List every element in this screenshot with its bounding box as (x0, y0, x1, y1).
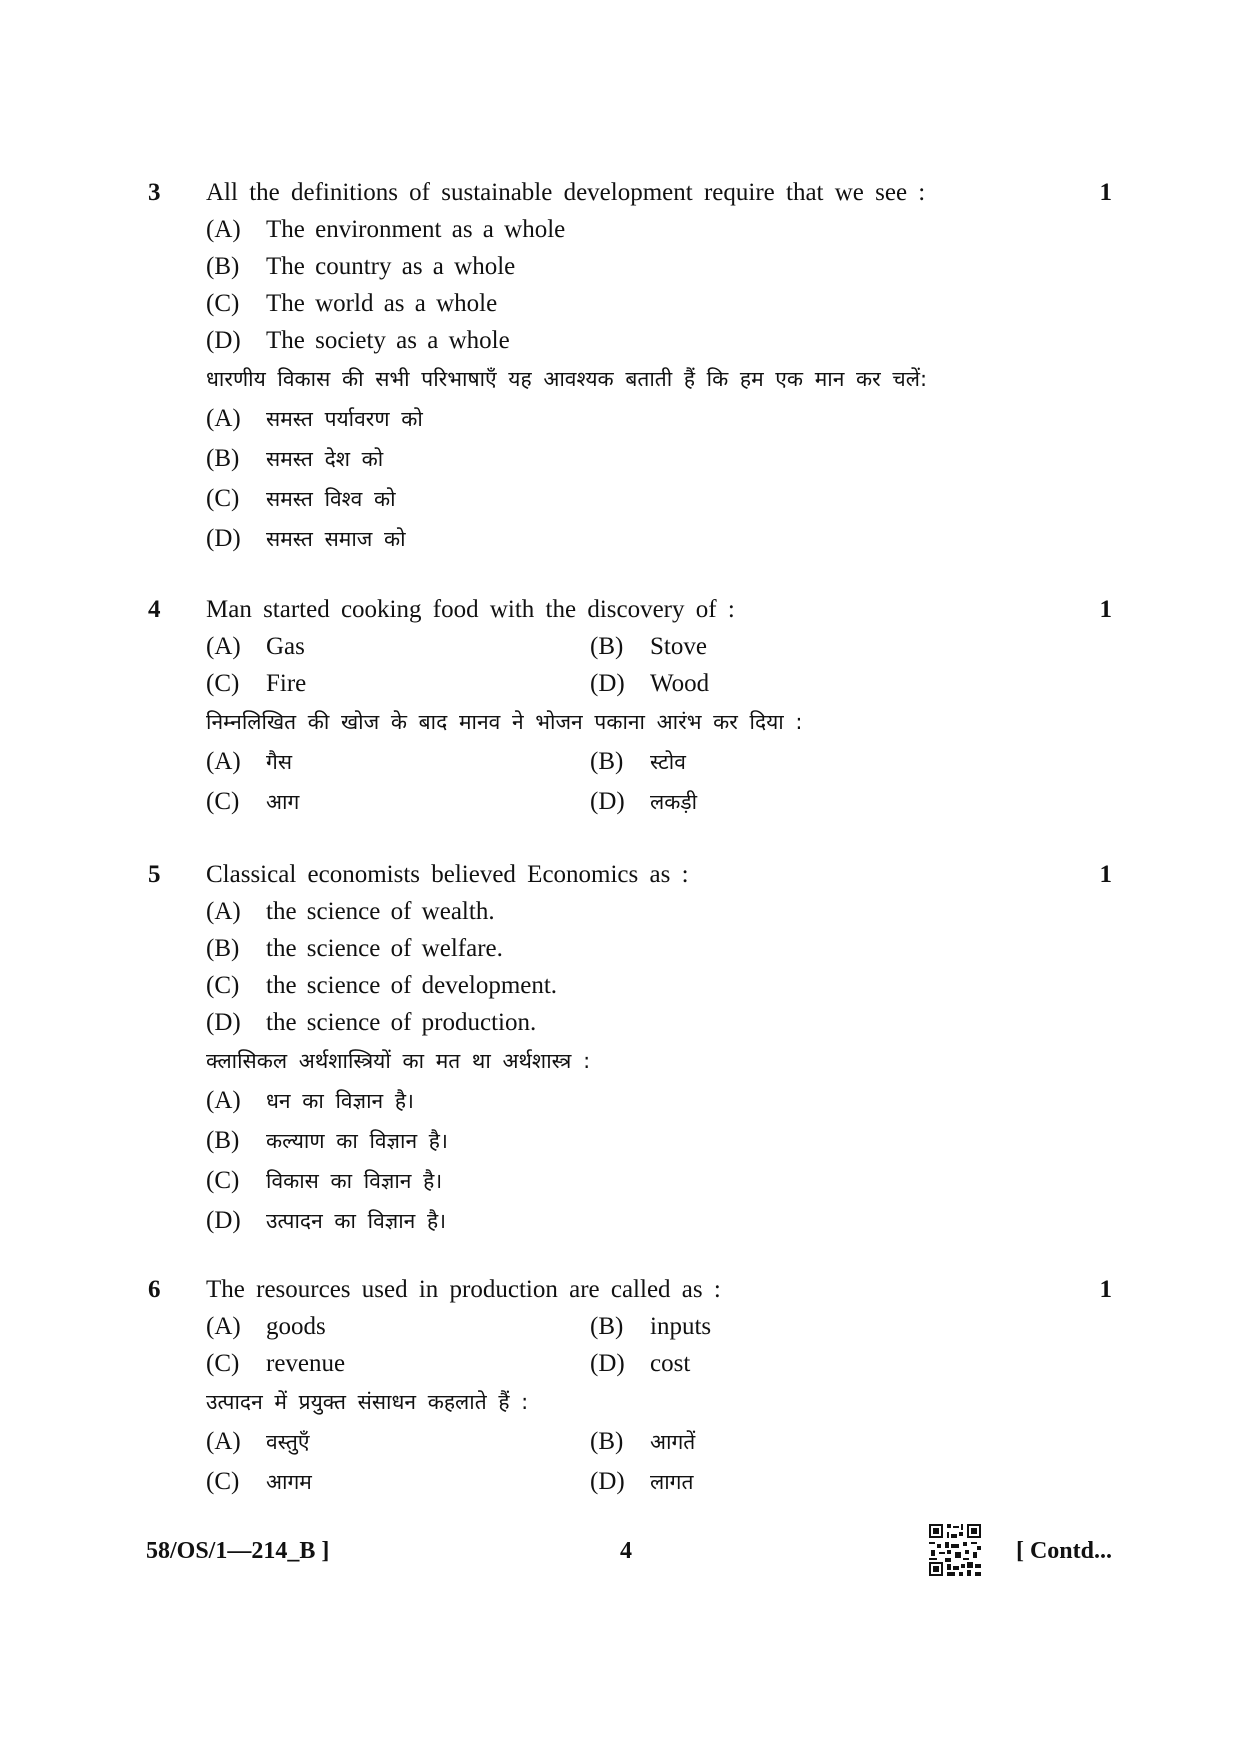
option-label: (D) (206, 1009, 241, 1036)
option-a (206, 893, 1120, 930)
question-text: The resources used in production are called as : (206, 1276, 721, 1303)
option-text: cost (650, 1350, 691, 1377)
options-hindi (206, 399, 1120, 559)
option-label: (C) (206, 1468, 240, 1495)
option-text: आगम (266, 1470, 312, 1494)
option-label: (B) (206, 445, 240, 472)
question-number: 4 (148, 596, 161, 623)
option-text: the science of production. (266, 1009, 537, 1036)
option-a (206, 1308, 590, 1345)
hindi-option-b (206, 439, 1120, 479)
options-english (206, 211, 1120, 359)
option-text: स्टोव (650, 750, 686, 774)
option-label: (B) (590, 1428, 624, 1455)
question-header (140, 174, 1120, 211)
option-label: (A) (206, 216, 241, 243)
option-label: (D) (590, 788, 625, 815)
option-text: The country as a whole (266, 253, 516, 280)
hindi-option-b (590, 742, 990, 782)
option-d (206, 1004, 1120, 1041)
question-header (140, 1271, 1120, 1308)
question-header (140, 591, 1120, 628)
option-label: (C) (206, 670, 240, 697)
option-text: Gas (266, 633, 305, 660)
option-a (206, 628, 590, 665)
option-text: The environment as a whole (266, 216, 566, 243)
option-text: वस्तुएँ (266, 1430, 310, 1454)
option-label: (C) (206, 788, 240, 815)
hindi-option-d (590, 782, 990, 822)
option-label: (B) (590, 748, 624, 775)
option-text: विकास का विज्ञान है। (266, 1169, 443, 1193)
option-b (590, 628, 990, 665)
hindi-option-d (590, 1462, 990, 1502)
hindi-option-c (206, 479, 1120, 519)
hindi-option-b (590, 1422, 990, 1462)
question-text-hindi: क्लासिकल अर्थशास्त्रियों का मत था अर्थशास्त्र : (206, 1049, 591, 1073)
option-text: the science of development. (266, 972, 558, 999)
option-label: (A) (206, 1087, 241, 1114)
options-hindi (206, 1081, 1120, 1241)
option-a (206, 211, 1120, 248)
option-text: समस्त पर्यावरण को (266, 407, 423, 431)
option-label: (A) (206, 633, 241, 660)
question-marks: 1 (1099, 596, 1112, 623)
option-label: (B) (590, 633, 624, 660)
option-c (206, 285, 1120, 322)
option-label: (C) (206, 290, 240, 317)
question-text-hindi: उत्पादन में प्रयुक्त संसाधन कहलाते हैं : (206, 1390, 529, 1414)
option-label: (C) (206, 1167, 240, 1194)
options-english (206, 628, 1120, 702)
option-text: आग (266, 790, 300, 814)
option-label: (B) (206, 1127, 240, 1154)
qr-code-icon (927, 1522, 983, 1578)
option-label: (A) (206, 405, 241, 432)
hindi-option-d (206, 1201, 1120, 1241)
options-english (206, 893, 1120, 1041)
hindi-option-a (206, 399, 1120, 439)
option-text: Stove (650, 633, 707, 660)
question-text-hindi: धारणीय विकास की सभी परिभाषाएँ यह आवश्यक बताती हैं कि हम एक मान कर चलें: (206, 367, 928, 391)
option-label: (A) (206, 1428, 241, 1455)
option-b (206, 248, 1120, 285)
option-label: (B) (206, 935, 240, 962)
option-c (206, 1345, 590, 1382)
question-marks: 1 (1099, 861, 1112, 888)
option-d (590, 1345, 990, 1382)
option-text: revenue (266, 1350, 346, 1377)
option-label: (D) (206, 1207, 241, 1234)
option-text: लागत (650, 1470, 694, 1494)
option-text: उत्पादन का विज्ञान है। (266, 1209, 447, 1233)
paper-code: 58/OS/1—214_B ] (146, 1538, 330, 1564)
option-text: समस्त देश को (266, 447, 384, 471)
option-d (206, 322, 1120, 359)
option-text: Fire (266, 670, 307, 697)
option-text: The society as a whole (266, 327, 510, 354)
question-6 (140, 1271, 1120, 1502)
option-label: (D) (590, 670, 625, 697)
option-label: (B) (590, 1313, 624, 1340)
question-number: 3 (148, 179, 161, 206)
option-text: समस्त समाज को (266, 527, 406, 551)
option-b (590, 1308, 990, 1345)
option-label: (D) (590, 1468, 625, 1495)
option-label: (D) (206, 327, 241, 354)
option-c (206, 967, 1120, 1004)
question-text: Classical economists believed Economics as : (206, 861, 689, 888)
hindi-option-a (206, 742, 590, 782)
option-text: goods (266, 1313, 326, 1340)
page-footer (140, 1534, 1120, 1574)
option-text: आगतें (650, 1430, 696, 1454)
option-text: the science of wealth. (266, 898, 495, 925)
question-text: Man started cooking food with the discovery of : (206, 596, 735, 623)
options-hindi (206, 1422, 1120, 1502)
option-text: Wood (650, 670, 710, 697)
option-text: inputs (650, 1313, 712, 1340)
question-number: 5 (148, 861, 161, 888)
hindi-option-c (206, 1462, 590, 1502)
question-header (140, 856, 1120, 893)
hindi-option-a (206, 1422, 590, 1462)
options-hindi (206, 742, 1120, 822)
hindi-option-a (206, 1081, 1120, 1121)
question-number: 6 (148, 1276, 161, 1303)
hindi-option-c (206, 782, 590, 822)
option-label: (A) (206, 1313, 241, 1340)
option-text: लकड़ी (650, 790, 698, 814)
option-label: (C) (206, 972, 240, 999)
question-text-hindi: निम्नलिखित की खोज के बाद मानव ने भोजन पकाना आरंभ कर दिया : (206, 710, 803, 734)
option-text: कल्याण का विज्ञान है। (266, 1129, 448, 1153)
hindi-option-c (206, 1161, 1120, 1201)
options-english (206, 1308, 1120, 1382)
page-number: 4 (620, 1538, 632, 1564)
option-label: (C) (206, 485, 240, 512)
option-label: (B) (206, 253, 240, 280)
question-4 (140, 591, 1120, 822)
option-text: धन का विज्ञान है। (266, 1089, 414, 1113)
hindi-option-d (206, 519, 1120, 559)
question-text: All the definitions of sustainable development require that we see : (206, 179, 926, 206)
option-text: the science of welfare. (266, 935, 503, 962)
option-label: (D) (206, 525, 241, 552)
option-label: (C) (206, 1350, 240, 1377)
option-label: (A) (206, 898, 241, 925)
option-b (206, 930, 1120, 967)
option-d (590, 665, 990, 702)
question-marks: 1 (1099, 1276, 1112, 1303)
option-text: गैस (266, 750, 293, 774)
option-text: The world as a whole (266, 290, 498, 317)
question-5 (140, 856, 1120, 1241)
option-c (206, 665, 590, 702)
hindi-option-b (206, 1121, 1120, 1161)
question-marks: 1 (1099, 179, 1112, 206)
option-label: (A) (206, 748, 241, 775)
option-text: समस्त विश्व को (266, 487, 396, 511)
continued-label: [ Contd... (1015, 1538, 1112, 1564)
question-3 (140, 174, 1120, 559)
option-label: (D) (590, 1350, 625, 1377)
